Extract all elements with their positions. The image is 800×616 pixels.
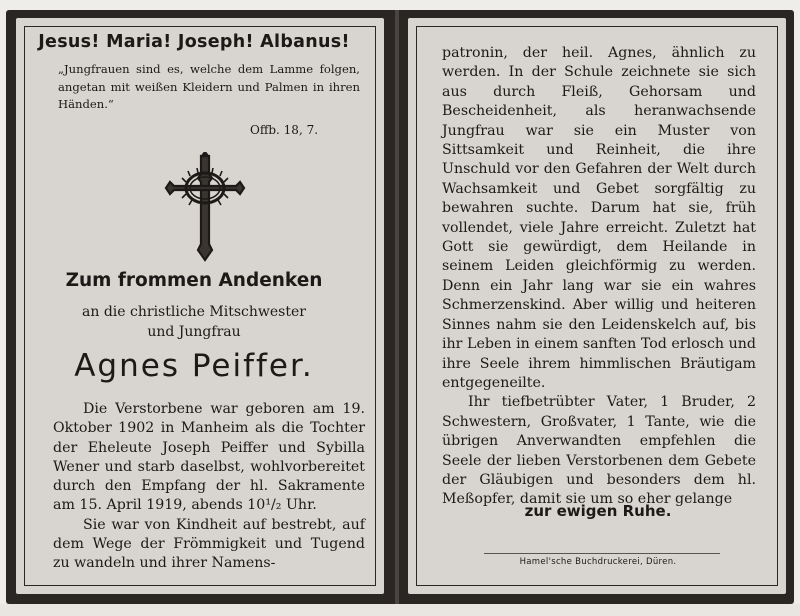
scripture-reference: Offb. 18, 7. (250, 123, 319, 137)
continued-text (442, 44, 756, 510)
divider-line (484, 553, 720, 554)
closing-phrase: zur ewigen Ruhe. (524, 502, 672, 520)
biography-text (53, 400, 365, 574)
card-title: Zum frommen Andenken (65, 270, 323, 291)
subtitle-line-2: und Jungfrau (147, 324, 241, 340)
scan-background-strip (0, 604, 800, 616)
scripture-quote: „Jungfrauen sind es, welche dem Lamme folgen, angetan mit weißen Kleidern und Palmen in ihren Händen.“ (58, 62, 360, 111)
printer-imprint: Hamel'sche Buchdruckerei, Düren. (519, 557, 677, 567)
cross-with-crown-of-thorns-icon (160, 152, 250, 264)
deceased-name: Agnes Peiffer. (74, 348, 314, 384)
card-subtitle (20, 302, 368, 342)
header-invocation: Jesus! Maria! Joseph! Albanus! (38, 32, 350, 52)
biography-paragraph-2: Sie war von Kindheit auf bestrebt, auf dem Wege der Frömmigkeit und Tugend zu wandeln und ihrer Namens- (53, 516, 365, 572)
continued-paragraph-2: Ihr tiefbetrübter Vater, 1 Bruder, 2 Schwestern, Großvater, 1 Tante, wie die übrigen Anverwandten empfehlen die Seele der lieben Verstorbenen dem Gebete der Gläubigen und besonders dem hl. Meßopfer, damit sie um so eher gelange (442, 394, 756, 508)
card-fold (395, 10, 399, 604)
continued-paragraph-1: patronin, der heil. Agnes, ähnlich zu werden. In der Schule zeichnete sie sich aus durch Fleiß, Gehorsam und Bescheidenheit, als heranwachsende Jungfrau war sie ein Muster von Sittsamkeit und Reinheit, die ihre Unschuld vor den Gefahren der Welt durch Wachsamkeit und Gebet sorgfältig zu bewahren suchte. Darum hat sie, früh vollendet, viele Jahre erreicht. Zuletzt hat Gott sie gewürdigt, dem Heilande in seinem Leiden gleichförmig zu werden. Denn ein Jahr lang war sie ein wahres Schmerzenskind. Aber willig und heiteren Sinnes nahm sie den Leidenskelch auf, bis ihr Leben in einem sanften Tod erlosch und ihre Seele ihrem himmlischen Bräutigam entgegeneilte. (442, 45, 756, 391)
subtitle-line-1: an die christliche Mitschwester (82, 304, 306, 320)
biography-paragraph-1: Die Verstorbene war geboren am 19. Oktober 1902 in Manheim als die Tochter der Eheleute Joseph Peiffer und Sybilla Wener und starb daselbst, wohlvorbereitet durch den Empfang der hl. Sakramente am 15. April 1919, abends 10¹/₂ Uhr. (53, 401, 365, 514)
